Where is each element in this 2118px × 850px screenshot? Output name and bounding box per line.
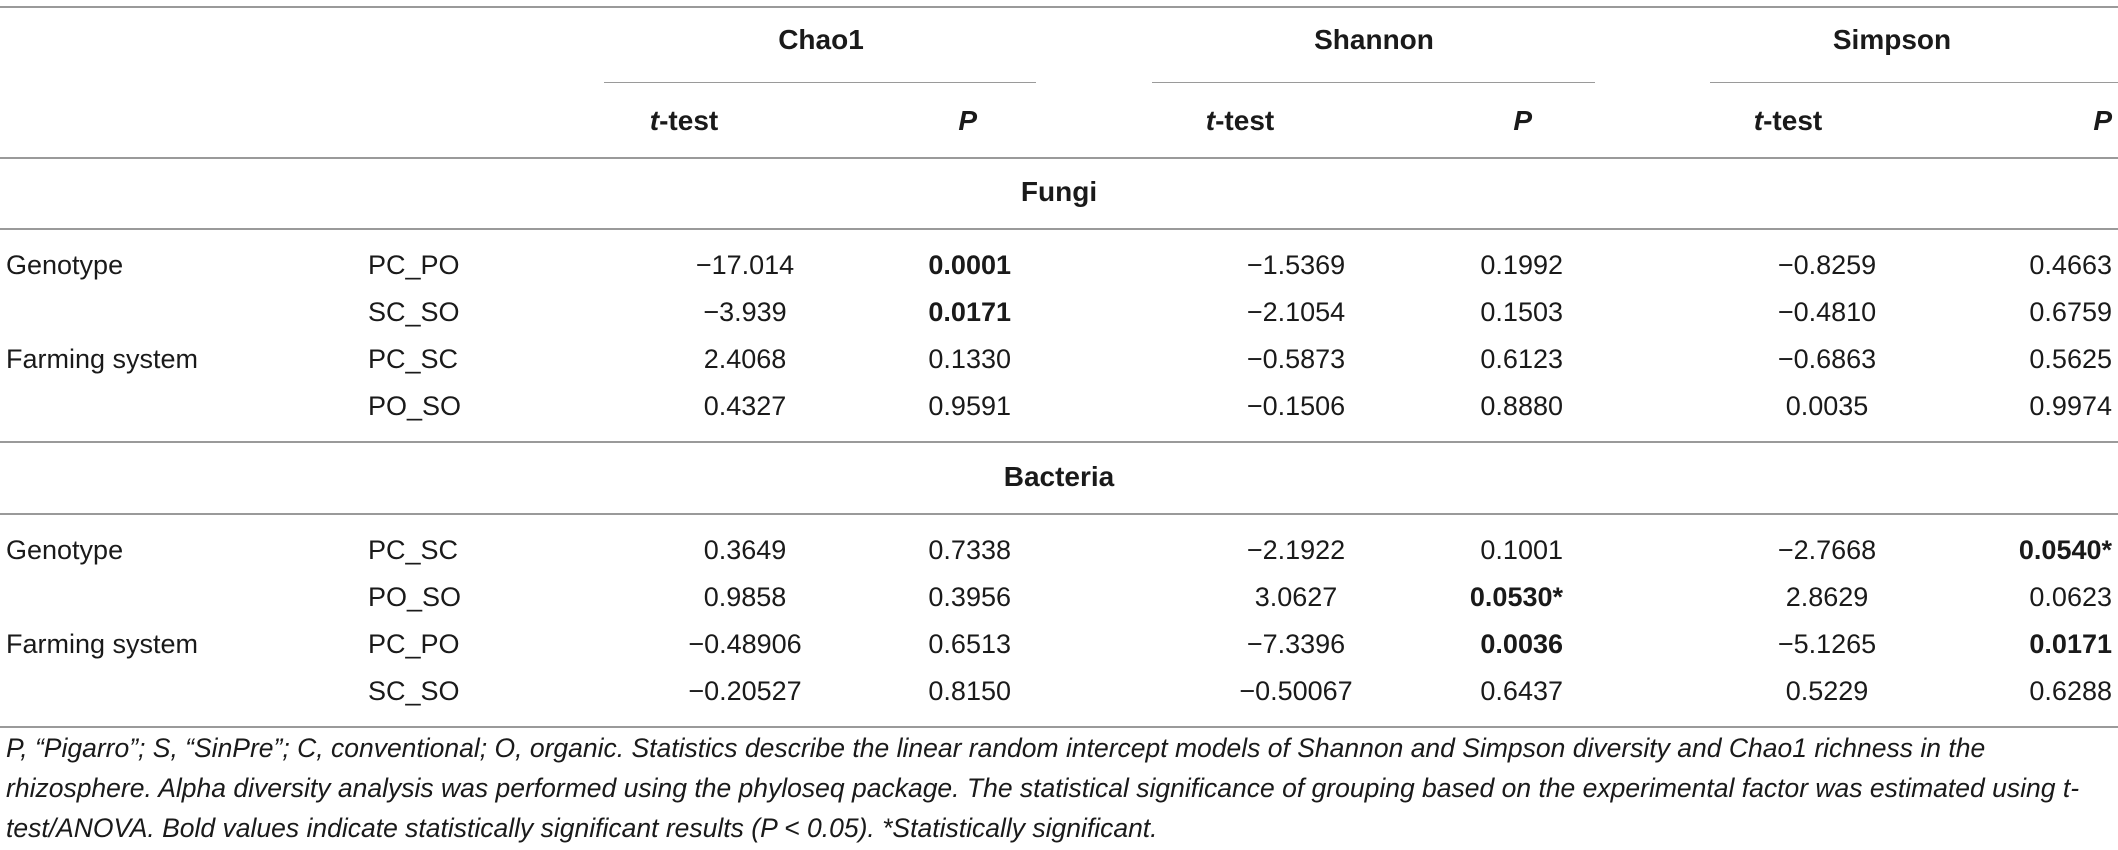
row-comparison: SC_SO xyxy=(368,676,460,706)
row-factor: Genotype xyxy=(6,535,124,565)
row-factor: Farming system xyxy=(6,344,199,374)
fungi-section-end-rule xyxy=(0,441,2118,443)
cell-chao1-ttest: −17.014 xyxy=(695,250,795,280)
header-bottom-rule xyxy=(0,157,2118,159)
cell-simpson-ttest: −0.4810 xyxy=(1777,297,1877,327)
cell-chao1-ttest: 0.4327 xyxy=(703,391,787,421)
row-factor: Farming system xyxy=(6,629,199,659)
cell-chao1-ttest: 2.4068 xyxy=(703,344,787,374)
subheader-ttest-chao1 xyxy=(650,105,718,137)
subheader-ttest-rest: -test xyxy=(1763,105,1823,136)
cell-chao1-ttest: −0.48906 xyxy=(688,629,802,659)
cell-shannon-p: 0.1503 xyxy=(1480,297,1563,327)
subheader-ttest-italic: t xyxy=(649,105,660,136)
cell-simpson-p: 0.4663 xyxy=(2029,250,2112,280)
row-comparison: PC_SC xyxy=(368,535,459,565)
cell-chao1-ttest: 0.9858 xyxy=(703,582,787,612)
cell-chao1-ttest: −3.939 xyxy=(703,297,787,327)
cell-simpson-ttest: 0.0035 xyxy=(1785,391,1869,421)
cell-chao1-p: 0.0171 xyxy=(928,297,1011,327)
group-header-simpson: Simpson xyxy=(1832,24,1952,55)
subheader-ttest-rest: -test xyxy=(659,105,719,136)
cell-chao1-p: 0.9591 xyxy=(928,391,1011,421)
subheader-p-chao1: P xyxy=(958,105,977,136)
cell-simpson-ttest: 2.8629 xyxy=(1785,582,1869,612)
cell-simpson-p: 0.0540* xyxy=(2018,535,2112,565)
cell-chao1-ttest: −0.20527 xyxy=(688,676,802,706)
row-comparison: PC_PO xyxy=(368,250,460,280)
section-title-fungi: Fungi xyxy=(1020,176,1098,207)
subheader-ttest-rest: -test xyxy=(1215,105,1275,136)
chao1-group-rule xyxy=(604,82,1036,83)
row-comparison: PC_SC xyxy=(368,344,459,374)
cell-shannon-p: 0.6123 xyxy=(1480,344,1563,374)
cell-shannon-ttest: −2.1054 xyxy=(1246,297,1346,327)
cell-simpson-p: 0.6759 xyxy=(2029,297,2112,327)
cell-chao1-p: 0.8150 xyxy=(928,676,1011,706)
cell-simpson-ttest: −5.1265 xyxy=(1777,629,1877,659)
cell-simpson-p: 0.5625 xyxy=(2029,344,2112,374)
row-comparison: PC_PO xyxy=(368,629,460,659)
group-header-shannon: Shannon xyxy=(1314,24,1434,55)
bacteria-title-rule xyxy=(0,513,2118,515)
cell-chao1-ttest: 0.3649 xyxy=(703,535,787,565)
row-comparison: SC_SO xyxy=(368,297,460,327)
cell-simpson-ttest: −0.6863 xyxy=(1777,344,1877,374)
row-comparison: PO_SO xyxy=(368,391,462,421)
fungi-title-rule xyxy=(0,228,2118,230)
subheader-ttest-simpson xyxy=(1754,105,1822,137)
shannon-group-rule xyxy=(1152,82,1595,83)
subheader-p-simpson: P xyxy=(2093,105,2112,136)
row-factor: Genotype xyxy=(6,250,124,280)
subheader-p-shannon: P xyxy=(1513,105,1532,136)
cell-shannon-p: 0.1992 xyxy=(1480,250,1563,280)
group-header-chao1: Chao1 xyxy=(778,24,864,55)
cell-simpson-p: 0.9974 xyxy=(2029,391,2112,421)
section-title-bacteria: Bacteria xyxy=(1003,461,1115,492)
cell-shannon-p: 0.0036 xyxy=(1480,629,1563,659)
table-top-rule xyxy=(0,6,2118,8)
cell-simpson-p: 0.0171 xyxy=(2029,629,2112,659)
subheader-ttest-italic: t xyxy=(1205,105,1216,136)
cell-shannon-p: 0.0530* xyxy=(1469,582,1563,612)
cell-chao1-p: 0.3956 xyxy=(928,582,1011,612)
cell-chao1-p: 0.6513 xyxy=(928,629,1011,659)
cell-shannon-ttest: −1.5369 xyxy=(1246,250,1346,280)
cell-simpson-p: 0.6288 xyxy=(2029,676,2112,706)
cell-chao1-p: 0.1330 xyxy=(928,344,1011,374)
simpson-group-rule xyxy=(1710,82,2118,83)
table-footnote: P, “Pigarro”; S, “SinPre”; C, conventional; O, organic. Statistics describe the linear random intercept models of Shannon and Simpson diversity and Chao1 richness in the rhizosphere. Alpha diversity analysis was performed using the phyloseq package. The statistical significance of grouping based on the experimental factor was estimated using t-test/ANOVA. Bold values indicate statistically significant results (P < 0.05). *Statistically significant. xyxy=(6,733,2080,843)
cell-simpson-ttest: −0.8259 xyxy=(1777,250,1877,280)
cell-shannon-p: 0.8880 xyxy=(1480,391,1563,421)
cell-shannon-ttest: 3.0627 xyxy=(1254,582,1338,612)
cell-shannon-p: 0.6437 xyxy=(1480,676,1563,706)
cell-simpson-p: 0.0623 xyxy=(2029,582,2112,612)
cell-chao1-p: 0.0001 xyxy=(928,250,1011,280)
cell-chao1-p: 0.7338 xyxy=(928,535,1011,565)
subheader-ttest-shannon xyxy=(1206,105,1274,137)
row-comparison: PO_SO xyxy=(368,582,462,612)
cell-shannon-ttest: −7.3396 xyxy=(1246,629,1346,659)
cell-simpson-ttest: −2.7668 xyxy=(1777,535,1877,565)
subheader-ttest-italic: t xyxy=(1753,105,1764,136)
cell-shannon-ttest: −0.1506 xyxy=(1246,391,1346,421)
cell-shannon-ttest: −2.1922 xyxy=(1246,535,1346,565)
cell-shannon-ttest: −0.50067 xyxy=(1239,676,1353,706)
cell-shannon-ttest: −0.5873 xyxy=(1246,344,1346,374)
cell-simpson-ttest: 0.5229 xyxy=(1785,676,1869,706)
cell-shannon-p: 0.1001 xyxy=(1480,535,1563,565)
